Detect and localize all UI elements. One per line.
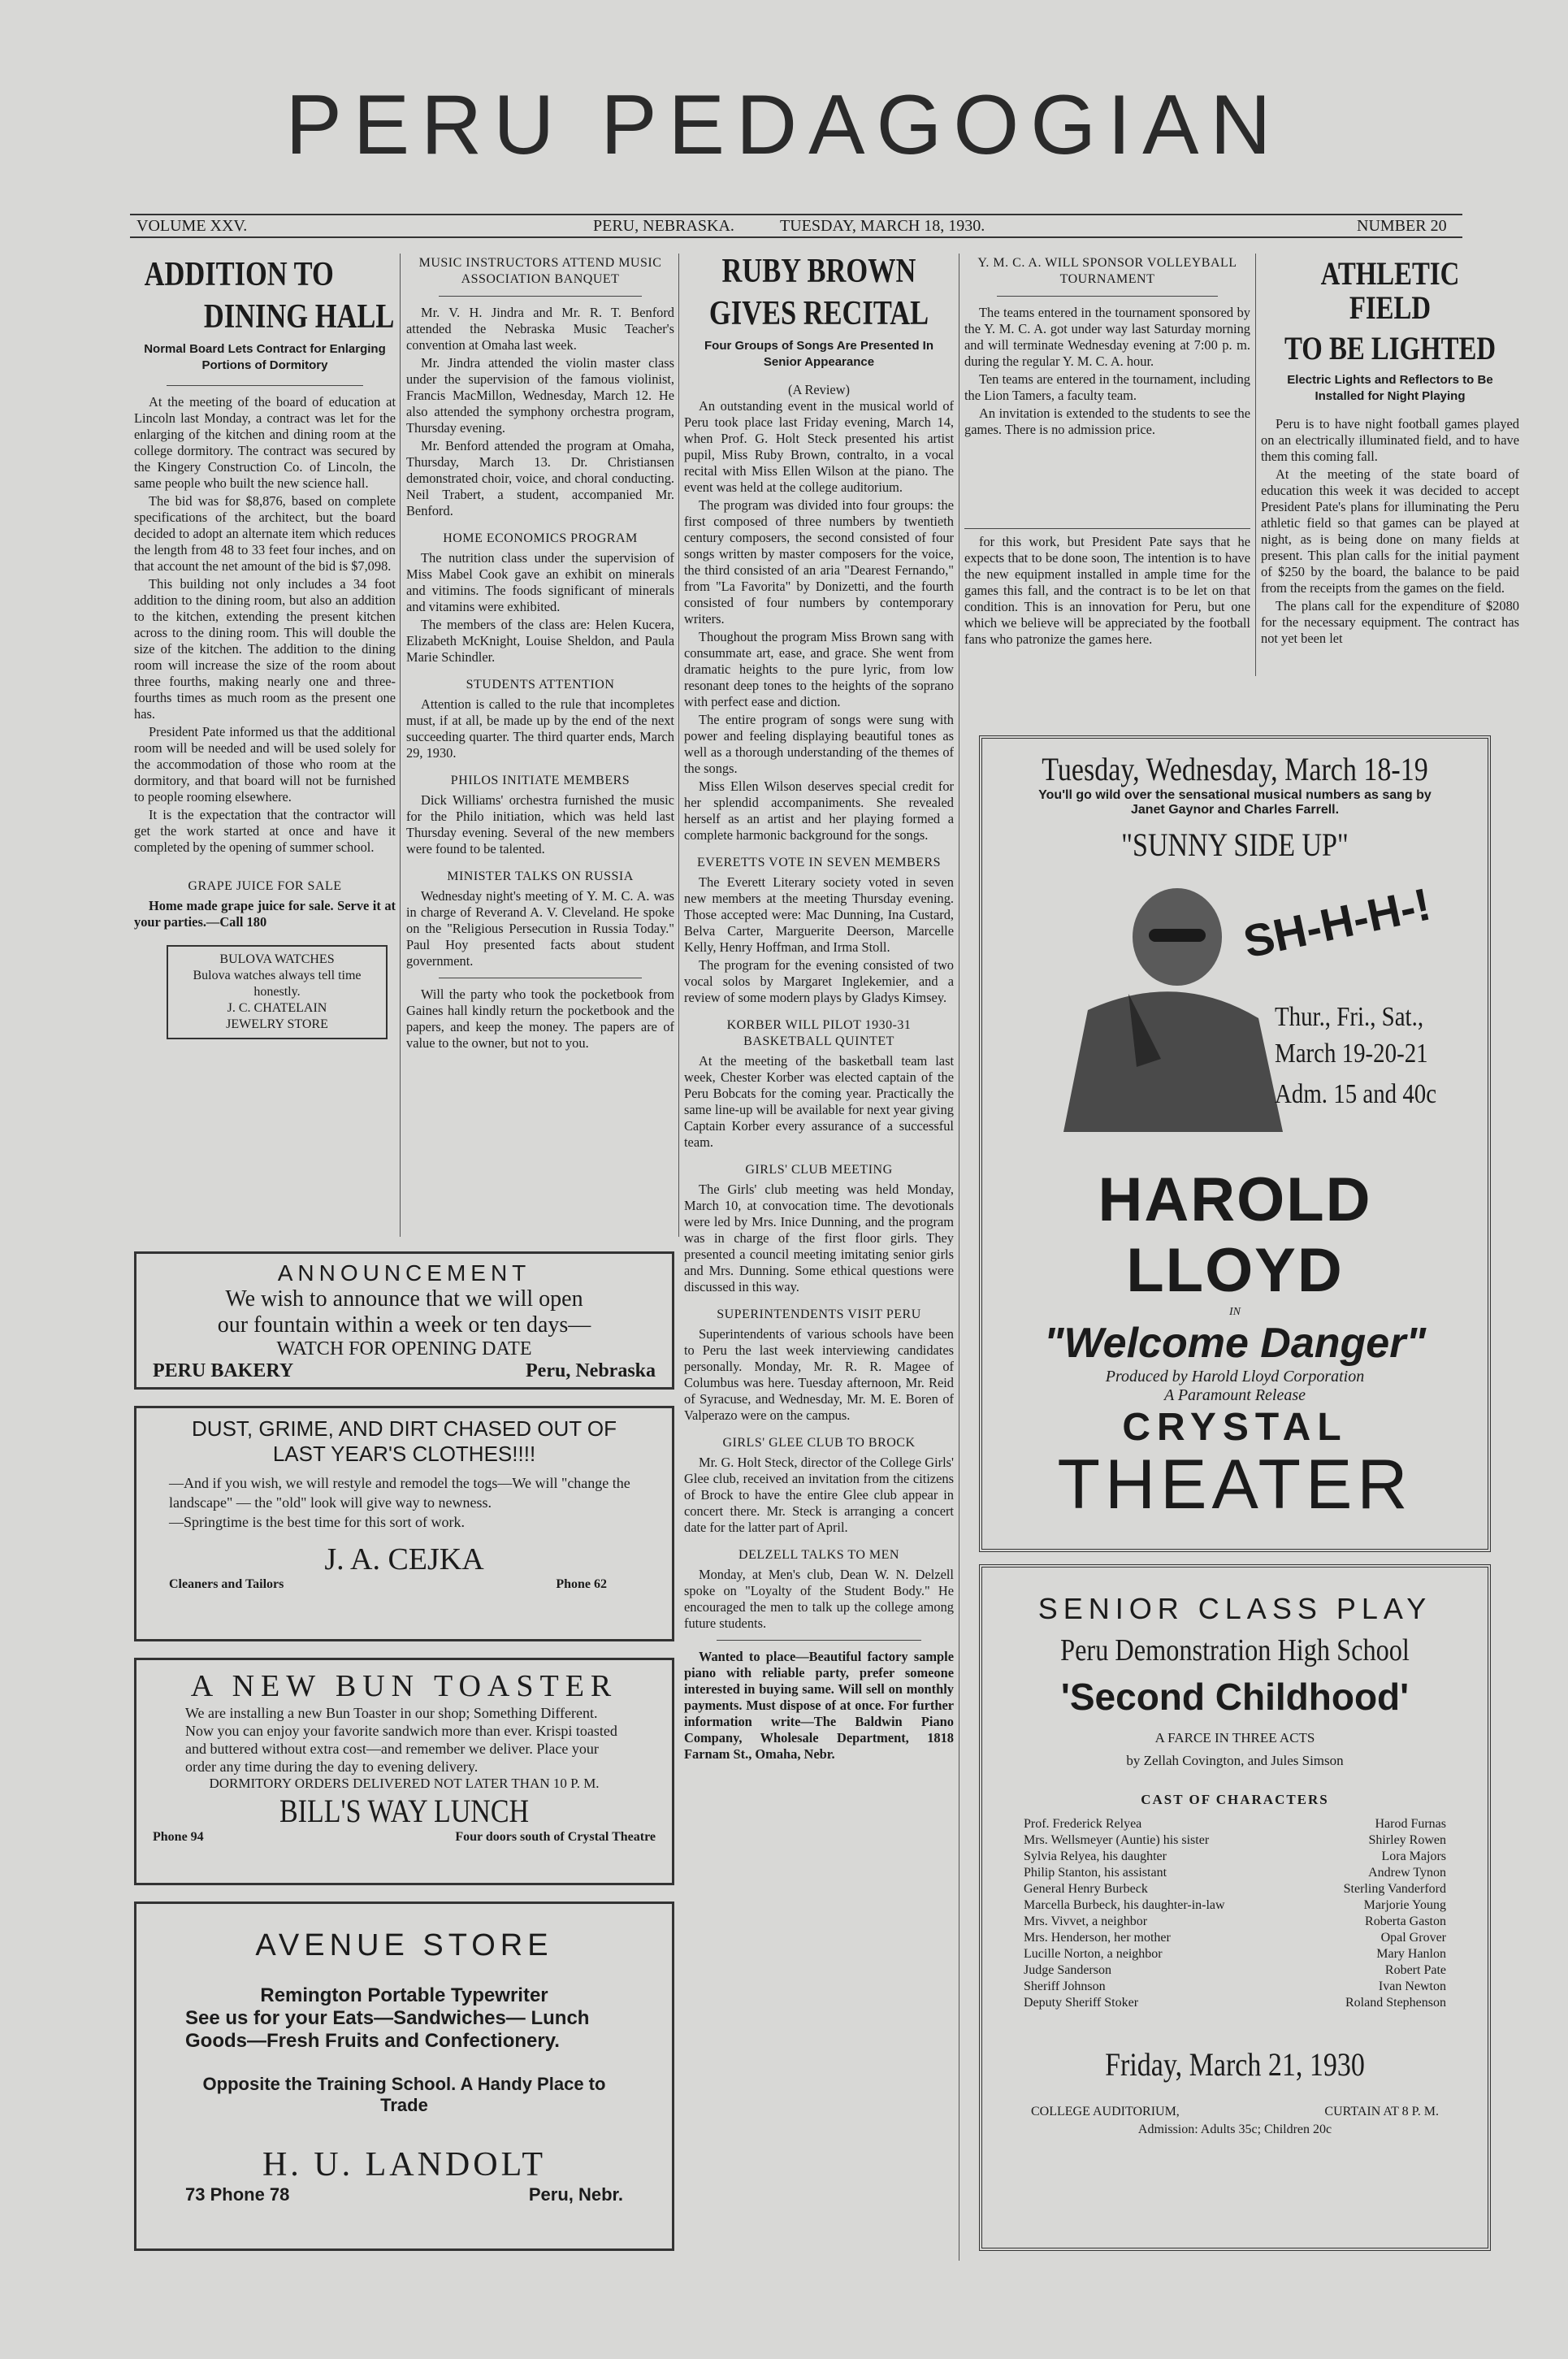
play-title: 'Second Childhood' <box>1060 1676 1410 1718</box>
headline-ruby-brown: RUBY BROWN <box>721 254 916 290</box>
cast-actor: Harod Furnas <box>1375 1817 1446 1831</box>
volume: VOLUME XXV. <box>136 217 248 235</box>
cejka-sub: Cleaners and Tailors <box>169 1577 284 1591</box>
cast-role: Mrs. Henderson, her mother <box>1024 1931 1171 1945</box>
announcement-line: We wish to announce that we will open <box>225 1286 583 1312</box>
movie-days-2: March 19-20-21 <box>1275 1039 1428 1069</box>
column-1 <box>134 254 396 1237</box>
cast-actor: Andrew Tynon <box>1368 1866 1446 1880</box>
cast-role: Marcella Burbeck, his daughter-in-law <box>1024 1898 1225 1912</box>
cast-role: Sylvia Relyea, his daughter <box>1024 1849 1167 1863</box>
paragraph: It is the expectation that the contractor will get the work started at once and have it completed by the opening of summer school. <box>134 807 396 856</box>
divider <box>997 296 1218 297</box>
paragraph: The nutrition class under the supervision of Miss Mabel Cook gave an exhibit on minerals and vitimins. The foods significant of minerals and vitamins were exhibited. <box>406 550 674 614</box>
play-date: Friday, March 21, 1930 <box>1105 2046 1365 2083</box>
masthead: PERU PEDAGOGIAN <box>285 78 1283 172</box>
play-venue-row <box>1031 2105 1439 2123</box>
cast-actor: Opal Grover <box>1380 1931 1446 1945</box>
bulova-ad <box>167 945 388 1039</box>
cast-role: Philip Stanton, his assistant <box>1024 1866 1167 1880</box>
bulova-name: J. C. CHATELAIN <box>227 1001 327 1016</box>
column-3 <box>684 254 954 2261</box>
theater-name-1: CRYSTAL <box>1122 1406 1348 1449</box>
announcement-title: ANNOUNCEMENT <box>277 1260 531 1286</box>
paragraph: for this work, but President Pate says that he expects that to be done soon, The intention is to have the new equipment installed in ample time for the games this fall, and the contract is to be let on that condition. This is an innovation for Peru, but one which we believe will be appreciated by the football fans who patronize the games here. <box>964 534 1250 647</box>
paragraph: Wednesday night's meeting of Y. M. C. A. was in charge of Reverand A. V. Cleveland. He spoke on the "Religious Persecution in Russia Today." Paul Hoy presented facts about student government. <box>406 888 674 969</box>
movie-release: A Paramount Release <box>1163 1386 1306 1404</box>
cast-actor: Shirley Rowen <box>1368 1833 1446 1847</box>
paragraph: Ten teams are entered in the tournament, including the Lion Tamers, a faculty team. <box>964 371 1250 403</box>
philos-heading: PHILOS INITIATE MEMBERS <box>450 774 630 787</box>
cast-row <box>1024 1962 1446 1979</box>
dust-text: —And if you wish, we will restyle and remodel the togs—We will "change the landscape" — the "old" look will give way to newness. <box>169 1475 630 1511</box>
cast-row <box>1024 1816 1446 1832</box>
paragraph: The Everett Literary society voted in seven new members at the meeting Thursday evening. Those accepted were: Mac Dunning, Ina Custard, Belva Carter, Marguerite Deerson, Marcelle Kelly, Henry Hoffman, and Irma Stoll. <box>684 874 954 956</box>
avenue-store-ad <box>134 1902 674 2251</box>
bills-footer <box>153 1830 656 1848</box>
cast-row <box>1024 1849 1446 1865</box>
cejka-ad <box>134 1406 674 1641</box>
column-rule <box>400 254 401 1237</box>
bills-ad <box>134 1658 674 1885</box>
paragraph: Miss Ellen Wilson deserves special credit for her splendid accompaniments. She revealed herself as an artist and her playing formed a complete harmonic background for the songs. <box>684 778 954 843</box>
cejka-name: J. A. CEJKA <box>324 1542 484 1576</box>
review-label: (A Review) <box>787 382 850 398</box>
home-economics-heading: HOME ECONOMICS PROGRAM <box>443 531 638 545</box>
avenue-typewriter: Remington Portable Typewriter <box>260 1984 548 2006</box>
paragraph: At the meeting of the basketball team last week, Chester Korber was elected captain of the Peru Bobcats for the coming year. Practically the same line-up will be available for next year giving Captain Korber every assurance of a successful team. <box>684 1053 954 1151</box>
column-2 <box>406 254 674 1237</box>
cast-role: Prof. Frederick Relyea <box>1024 1817 1142 1831</box>
bulova-store: JEWELRY STORE <box>226 1017 328 1032</box>
avenue-text: See us for your Eats—Sandwiches— Lunch Goods—Fresh Fruits and Confectionery. <box>185 2007 590 2052</box>
paragraph: Mr. G. Holt Steck, director of the College Girls' Glee club, received an invitation from the citizens of Brock to have the entire Glee club appear in concert there. Mr. Steck is arranging a concert date for the latter part of April. <box>684 1455 954 1536</box>
bun-dorm: DORMITORY ORDERS DELIVERED NOT LATER THAN 10 P. M. <box>209 1776 600 1791</box>
dust-heading: DUST, GRIME, AND DIRT CHASED OUT OF LAST YEAR'S CLOTHES!!!! <box>192 1416 617 1466</box>
divider <box>717 1640 921 1641</box>
headline-dining-hall: DINING HALL <box>203 298 395 336</box>
cast-role: Mrs. Wellsmeyer (Auntie) his sister <box>1024 1833 1210 1847</box>
paragraph: An invitation is extended to the students to see the games. There is no admission price. <box>964 405 1250 437</box>
cast-role: Mrs. Vivvet, a neighbor <box>1024 1915 1148 1928</box>
bun-title: A NEW BUN TOASTER <box>190 1669 618 1703</box>
cast-role: Deputy Sheriff Stoker <box>1024 1996 1139 2010</box>
cast-row <box>1024 1979 1446 1995</box>
divider <box>167 385 363 386</box>
cast-role: Sheriff Johnson <box>1024 1980 1106 1993</box>
paragraph: The plans call for the expenditure of $2080 for the necessary equipment. The contract has not yet been let <box>1261 598 1519 646</box>
place: PERU, NEBRASKA. <box>593 217 734 235</box>
korber-heading: KORBER WILL PILOT 1930-31 BASKETBALL QUINTET <box>726 1018 912 1049</box>
cast-row <box>1024 1881 1446 1897</box>
cast-table <box>1024 1816 1446 2011</box>
play-curtain: CURTAIN AT 8 P. M. <box>1324 2105 1439 2118</box>
subhead-recital: Four Groups of Songs Are Presented In Senior Appearance <box>704 339 933 370</box>
paragraph: The members of the class are: Helen Kucera, Elizabeth McKnight, Louise Sheldon, and Paula Marie Schindler. <box>406 617 674 665</box>
movie-star: HAROLD LLOYD <box>1098 1165 1372 1305</box>
girls-club-heading: GIRLS' CLUB MEETING <box>745 1163 893 1177</box>
column-5 <box>1261 254 1519 709</box>
column-rule <box>678 254 679 1237</box>
bulova-text: Bulova watches always tell time honestly. <box>193 969 362 1000</box>
headline-lighted: TO BE LIGHTED <box>1284 330 1497 366</box>
play-heading: SENIOR CLASS PLAY <box>1037 1592 1432 1625</box>
paragraph: Peru is to have night football games played on an electrically illuminated field, and to have them this coming fall. <box>1261 416 1519 464</box>
paragraph: The Girls' club meeting was held Monday, March 10, at convocation time. The devotionals were led by Mrs. Inice Dunning, and the program was in charge of the first floor girls. They presented a council meeting imitating senior girls and Mrs. Dunning. Some ethical questions were discussed in this way. <box>684 1182 954 1295</box>
cast-row <box>1024 1995 1446 2011</box>
cast-row <box>1024 1832 1446 1849</box>
bulova-title: BULOVA WATCHES <box>219 952 335 967</box>
movie-days: Thur., Fri., Sat., <box>1275 1002 1424 1032</box>
divider <box>439 296 642 297</box>
movie-art <box>982 864 1488 1132</box>
piano-ad: Wanted to place—Beautiful factory sample piano with reliable party, prefer someone interested in buying same. Will sell on monthly payments. Must dispose of at once. For further information write—The Baldwin Piano Company, Wholesale Department, 1818 Farnam St., Omaha, Nebr. <box>684 1649 954 1763</box>
theater-name-2: THEATER <box>1057 1446 1413 1524</box>
announcement-ad <box>134 1251 674 1390</box>
landolt-place: Peru, Nebr. <box>528 2184 623 2205</box>
paragraph: Dick Williams' orchestra furnished the music for the Philo initiation, which was held last Thursday evening. Several of the new members were found to be talented. <box>406 792 674 856</box>
cast-role: Judge Sanderson <box>1024 1963 1111 1977</box>
landolt-name: H. U. LANDOLT <box>262 2146 547 2183</box>
movie-title-1: "SUNNY SIDE UP" <box>1121 826 1349 863</box>
actor-illustration-icon <box>1015 872 1291 1132</box>
athletic-continued <box>964 528 1250 721</box>
bakery-name: PERU BAKERY <box>153 1360 294 1381</box>
cast-actor: Robert Pate <box>1384 1963 1446 1977</box>
announcement-footer <box>153 1360 656 1383</box>
bakery-place: Peru, Nebraska <box>526 1360 656 1381</box>
movie-promo: You'll go wild over the sensational musical numbers as sang by Janet Gaynor and Charles Farrell. <box>1038 788 1432 817</box>
paragraph: An outstanding event in the musical world of Peru took place last Friday evening, March 14, when Prof. G. Holt Steck presented his artist pupil, Miss Ruby Brown, contralto, in a vocal recital with Miss Ellen Wilson at the piano. The event was held at the college auditorium. <box>684 398 954 496</box>
paragraph: The entire program of songs were sung with power and feeling displaying beautiful tones as well as a thorough understanding of the themes of the songs. <box>684 712 954 777</box>
announcement-line: our fountain within a week or ten days— <box>217 1312 591 1338</box>
cast-heading: CAST OF CHARACTERS <box>1141 1792 1329 1807</box>
cejka-footer <box>169 1577 639 1595</box>
landolt-phone: 73 Phone 78 <box>185 2184 290 2205</box>
cast-row <box>1024 1946 1446 1962</box>
glee-club-heading: GIRLS' GLEE CLUB TO BROCK <box>722 1436 916 1451</box>
paragraph: Attention is called to the rule that incompletes must, if at all, be made up by the end of the next succeeding quarter. The third quarter ends, March 29, 1930. <box>406 696 674 761</box>
paragraph: The program was divided into four groups: the first composed of three numbers by twentieth century composers, the second consisted of four songs written by master composers for the voice, the third consisted of an aria "Dearest Fernando," from "La Favorita" by Donizetti, and the fourth consisted of four numbers by contemporary writers. <box>684 497 954 627</box>
crystal-theater-ad <box>979 735 1491 1552</box>
cast-actor: Mary Hanlon <box>1376 1947 1446 1961</box>
headline-athletic: ATHLETIC FIELD <box>1320 255 1460 326</box>
issue-number: NUMBER 20 <box>1357 217 1447 235</box>
paragraph: The program for the evening consisted of two vocal solos by Margaret Inglekemier, and a review of some modern plays by Gladys Kimsey. <box>684 957 954 1006</box>
bun-text: We are installing a new Bun Toaster in our shop; Something Different. Now you can enjoy your favorite sandwich more than ever. Krispi toasted and buttered without extra cost—and remember we deliver. Place your order any time during the day to evening delivery. <box>185 1705 617 1775</box>
paragraph: Superintendents of various schools have been to Peru the last week interviewing candidates personally. Monday, Mr. R. R. Magee of Columbus was here. Tuesday afternoon, Mr. Reid of Syracuse, and Wednesday, Mr. M. E. Boren of Valperazo were on the campus. <box>684 1326 954 1424</box>
play-admission: Admission: Adults 35c; Children 20c <box>1137 2123 1332 2136</box>
avenue-location: Opposite the Training School. A Handy Place to Trade <box>202 2074 606 2115</box>
issue-date: TUESDAY, MARCH 18, 1930. <box>780 217 985 235</box>
cejka-phone: Phone 62 <box>556 1577 607 1591</box>
paragraph: This building not only includes a 34 foot addition to the dining room, but also an addition to the kitchen, extending the present kitchen across to the dining room. This will double the size of the kitchen. The addition to the dining room will increase the size of the room about three fourths, making nearly one and three-fourths times as much room as the present one has. <box>134 576 396 722</box>
play-school: Peru Demonstration High School <box>1060 1633 1410 1667</box>
cast-actor: Roberta Gaston <box>1365 1915 1446 1928</box>
play-venue: COLLEGE AUDITORIUM, <box>1031 2105 1180 2118</box>
cast-row <box>1024 1865 1446 1881</box>
paragraph: Mr. Benford attended the program at Omaha, Thursday, March 13. Dr. Christiansen demonstrated choir, voice, and choral conducting. Neil Trabert, a student, accompanied Mr. Benford. <box>406 438 674 518</box>
paragraph: Monday, at Men's club, Dean W. N. Delzell spoke on "Loyalty of the Student Body." He encouraged the men to talk up the college among future students. <box>684 1567 954 1632</box>
announcement-line: WATCH FOR OPENING DATE <box>276 1338 532 1359</box>
bills-name: BILL'S WAY LUNCH <box>279 1793 530 1829</box>
volleyball-heading: Y. M. C. A. WILL SPONSOR VOLLEYBALL TOURNAMENT <box>977 256 1237 286</box>
movie-title-2: "Welcome Danger" <box>1043 1320 1427 1367</box>
movie-admission: Adm. 15 and 40c <box>1275 1079 1437 1109</box>
play-farce: A FARCE IN THREE ACTS <box>1154 1730 1315 1745</box>
cast-actor: Marjorie Young <box>1363 1898 1446 1912</box>
movie-producer: Produced by Harold Lloyd Corporation <box>1105 1368 1365 1385</box>
music-heading: MUSIC INSTRUCTORS ATTEND MUSIC ASSOCIATION BANQUET <box>418 256 662 286</box>
cast-actor: Ivan Newton <box>1378 1980 1446 1993</box>
dateline <box>130 214 1462 238</box>
movie-shout: SH-H-H-! <box>1238 878 1436 968</box>
superintendents-heading: SUPERINTENDENTS VISIT PERU <box>717 1307 921 1322</box>
delzell-heading: DELZELL TALKS TO MEN <box>739 1548 899 1563</box>
cast-row <box>1024 1930 1446 1946</box>
paragraph: Will the party who took the pocketbook from Gaines hall kindly return the pocketbook and the papers, and keep the money. The papers are of value to the owner, but not to you. <box>406 987 674 1051</box>
headline-addition: ADDITION TO <box>144 256 334 293</box>
paragraph: At the meeting of the board of education at Lincoln last Monday, a contract was let for the enlarging of the kitchen and dining room at the college dormitory. The contract was secured by the Kingery Construction Co. of Lincoln, the same people who built the new science hall. <box>134 394 396 492</box>
minister-heading: MINISTER TALKS ON RUSSIA <box>447 869 634 883</box>
paragraph: The bid was for $8,876, based on complete specifications of the architect, but the board decided to adopt an alternate item which reduces the length from 48 to 33 feet four inches, and on that account the net amount of the bid is $7,098. <box>134 493 396 575</box>
headline-recital: GIVES RECITAL <box>708 295 929 333</box>
grape-juice-heading: GRAPE JUICE FOR SALE <box>188 879 342 894</box>
paragraph: Thoughout the program Miss Brown sang with consummate art, ease, and grace. She went from dramatic heights to the pure lyric, from low resonant deep tones to the heights of the soprano with perfect ease and diction. <box>684 629 954 710</box>
paragraph: Mr. V. H. Jindra and Mr. R. T. Benford attended the Nebraska Music Teacher's convention at Omaha last week. <box>406 305 674 353</box>
movie-dates: Tuesday, Wednesday, March 18-19 <box>1042 751 1428 787</box>
bills-where: Four doors south of Crystal Theatre <box>455 1830 656 1844</box>
everetts-heading: EVERETTS VOTE IN SEVEN MEMBERS <box>696 856 942 870</box>
paragraph: Mr. Jindra attended the violin master class under the supervision of the famous violinist, Francis MacMillon, Wednesday, March 12. He also attended the symphony orchestra program, Thursday evening. <box>406 355 674 436</box>
bills-phone: Phone 94 <box>153 1830 204 1844</box>
landolt-footer <box>185 2184 623 2205</box>
cast-row <box>1024 1897 1446 1914</box>
cast-row <box>1024 1914 1446 1930</box>
cast-actor: Roland Stephenson <box>1345 1996 1446 2010</box>
students-heading: STUDENTS ATTENTION <box>466 678 615 692</box>
subhead-dining: Normal Board Lets Contract for Enlarging Portions of Dormitory <box>144 342 386 373</box>
column-rule <box>1255 254 1256 676</box>
cast-actor: Sterling Vanderford <box>1343 1882 1446 1896</box>
senior-play-ad <box>979 1564 1491 2251</box>
play-authors: by Zellah Covington, and Jules Simson <box>1126 1753 1344 1768</box>
paragraph: At the meeting of the state board of education this week it was decided to accept President Pate's plans for illuminating the Peru athletic field so that games can be played at night, as is being done on many fields at present. This plan calls for the initial payment of $250 by the board, the balance to be paid from the receipts from the games on the field. <box>1261 466 1519 596</box>
movie-in: IN <box>1229 1306 1241 1318</box>
column-4 <box>964 254 1250 538</box>
paragraph: President Pate informed us that the additional room will be needed and will be used solely for the accommodation of those who room at the dormitory, and that board will not be furnished to people rooming elsewhere. <box>134 724 396 805</box>
grape-juice-text: Home made grape juice for sale. Serve it at your parties.—Call 180 <box>134 898 396 930</box>
cast-actor: Lora Majors <box>1381 1849 1446 1863</box>
subhead-athletic: Electric Lights and Reflectors to Be Installed for Night Playing <box>1287 373 1493 403</box>
paragraph: The teams entered in the tournament sponsored by the Y. M. C. A. got under way last Saturday morning and will terminate Wednesday evening at 7:00 p. m. during the regular Y. M. C. A. hour. <box>964 305 1250 369</box>
cast-role: General Henry Burbeck <box>1024 1882 1148 1896</box>
avenue-title: AVENUE STORE <box>255 1928 553 1962</box>
dust-text: —Springtime is the best time for this sort of work. <box>169 1514 465 1530</box>
cast-role: Lucille Norton, a neighbor <box>1024 1947 1163 1961</box>
